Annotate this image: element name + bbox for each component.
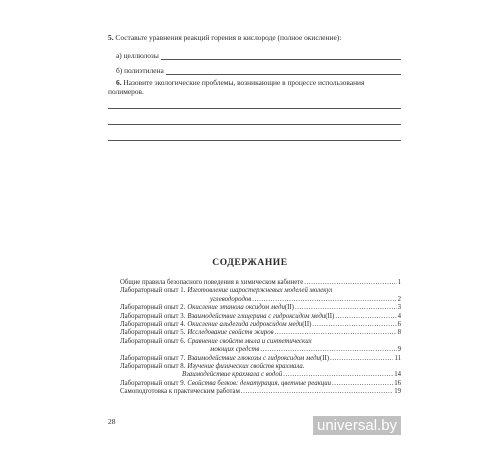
contents-row: Лабораторный опыт 7. Взаимодействие глюкозы с гидроксидом меди (II) ..... 11 bbox=[120, 355, 401, 363]
contents-list bbox=[120, 279, 401, 397]
contents-row: Лабораторный опыт 2. Окисление этанола оксидом меди (II) ..... 3 bbox=[120, 304, 401, 312]
answer-label-b: б) полиэтилена bbox=[116, 66, 164, 75]
contents-row: Лабораторный опыт 4. Окисление альдегида гидроксидом меди (II) ..... 6 bbox=[120, 321, 401, 329]
page-number: 28 bbox=[108, 417, 116, 426]
contents-row: Лабораторный опыт 9. Свойства белков: денатурация, цветные реакции ..... 16 bbox=[120, 380, 401, 388]
task-6-text-line2: полимеров. bbox=[108, 87, 144, 96]
answer-line-6-1[interactable] bbox=[108, 108, 401, 109]
task-5-number: 5. bbox=[108, 33, 114, 42]
contents-row: Лабораторный опыт 8. Изучение физических свойств крахмала. bbox=[120, 363, 305, 371]
contents-row: Взаимодействие крахмала с водой ..... 14 bbox=[120, 371, 401, 379]
contents-row: Лабораторный опыт 3. Взаимодействие глицерина с гидроксидом меди (II) ..... 4 bbox=[120, 313, 401, 321]
watermark: universal.by bbox=[313, 416, 401, 435]
task-5-prompt bbox=[108, 33, 341, 42]
contents-row: моющих средств ..... 9 bbox=[120, 346, 401, 354]
contents-row: Лабораторный опыт 1. Изготовление шаростержневых моделей молекул bbox=[120, 287, 333, 295]
answer-line-6-2[interactable] bbox=[108, 124, 401, 125]
contents-row: Лабораторный опыт 5. Исследование свойств жиров ..... 8 bbox=[120, 329, 401, 337]
contents-row: углеводородов ..... 2 bbox=[120, 296, 401, 304]
task-6-text-line1: Назовите экологические проблемы, возникающие в процессе использования bbox=[123, 78, 365, 87]
contents-row: Общие правила безопасного поведения в химическом кабинете ..... 1 bbox=[120, 279, 401, 287]
task-6-prompt bbox=[116, 78, 364, 87]
task-5-text: Составьте уравнения реакций горения в кислороде (полное окисление): bbox=[115, 33, 342, 42]
answer-row-b[interactable] bbox=[116, 66, 401, 75]
answer-line-a[interactable] bbox=[161, 52, 401, 60]
answer-line-6-3[interactable] bbox=[108, 140, 401, 141]
contents-row: Самоподготовка к практическим работам ..... 19 bbox=[120, 388, 401, 396]
answer-label-a: а) целлюлозы bbox=[116, 51, 159, 60]
answer-line-b[interactable] bbox=[166, 67, 401, 75]
contents-row: Лабораторный опыт 6. Сравнение свойств мыла и синтетических bbox=[120, 337, 312, 345]
contents-title: СОДЕРЖАНИЕ bbox=[212, 258, 288, 268]
task-6-number: 6. bbox=[116, 78, 122, 87]
answer-row-a[interactable] bbox=[116, 51, 401, 60]
